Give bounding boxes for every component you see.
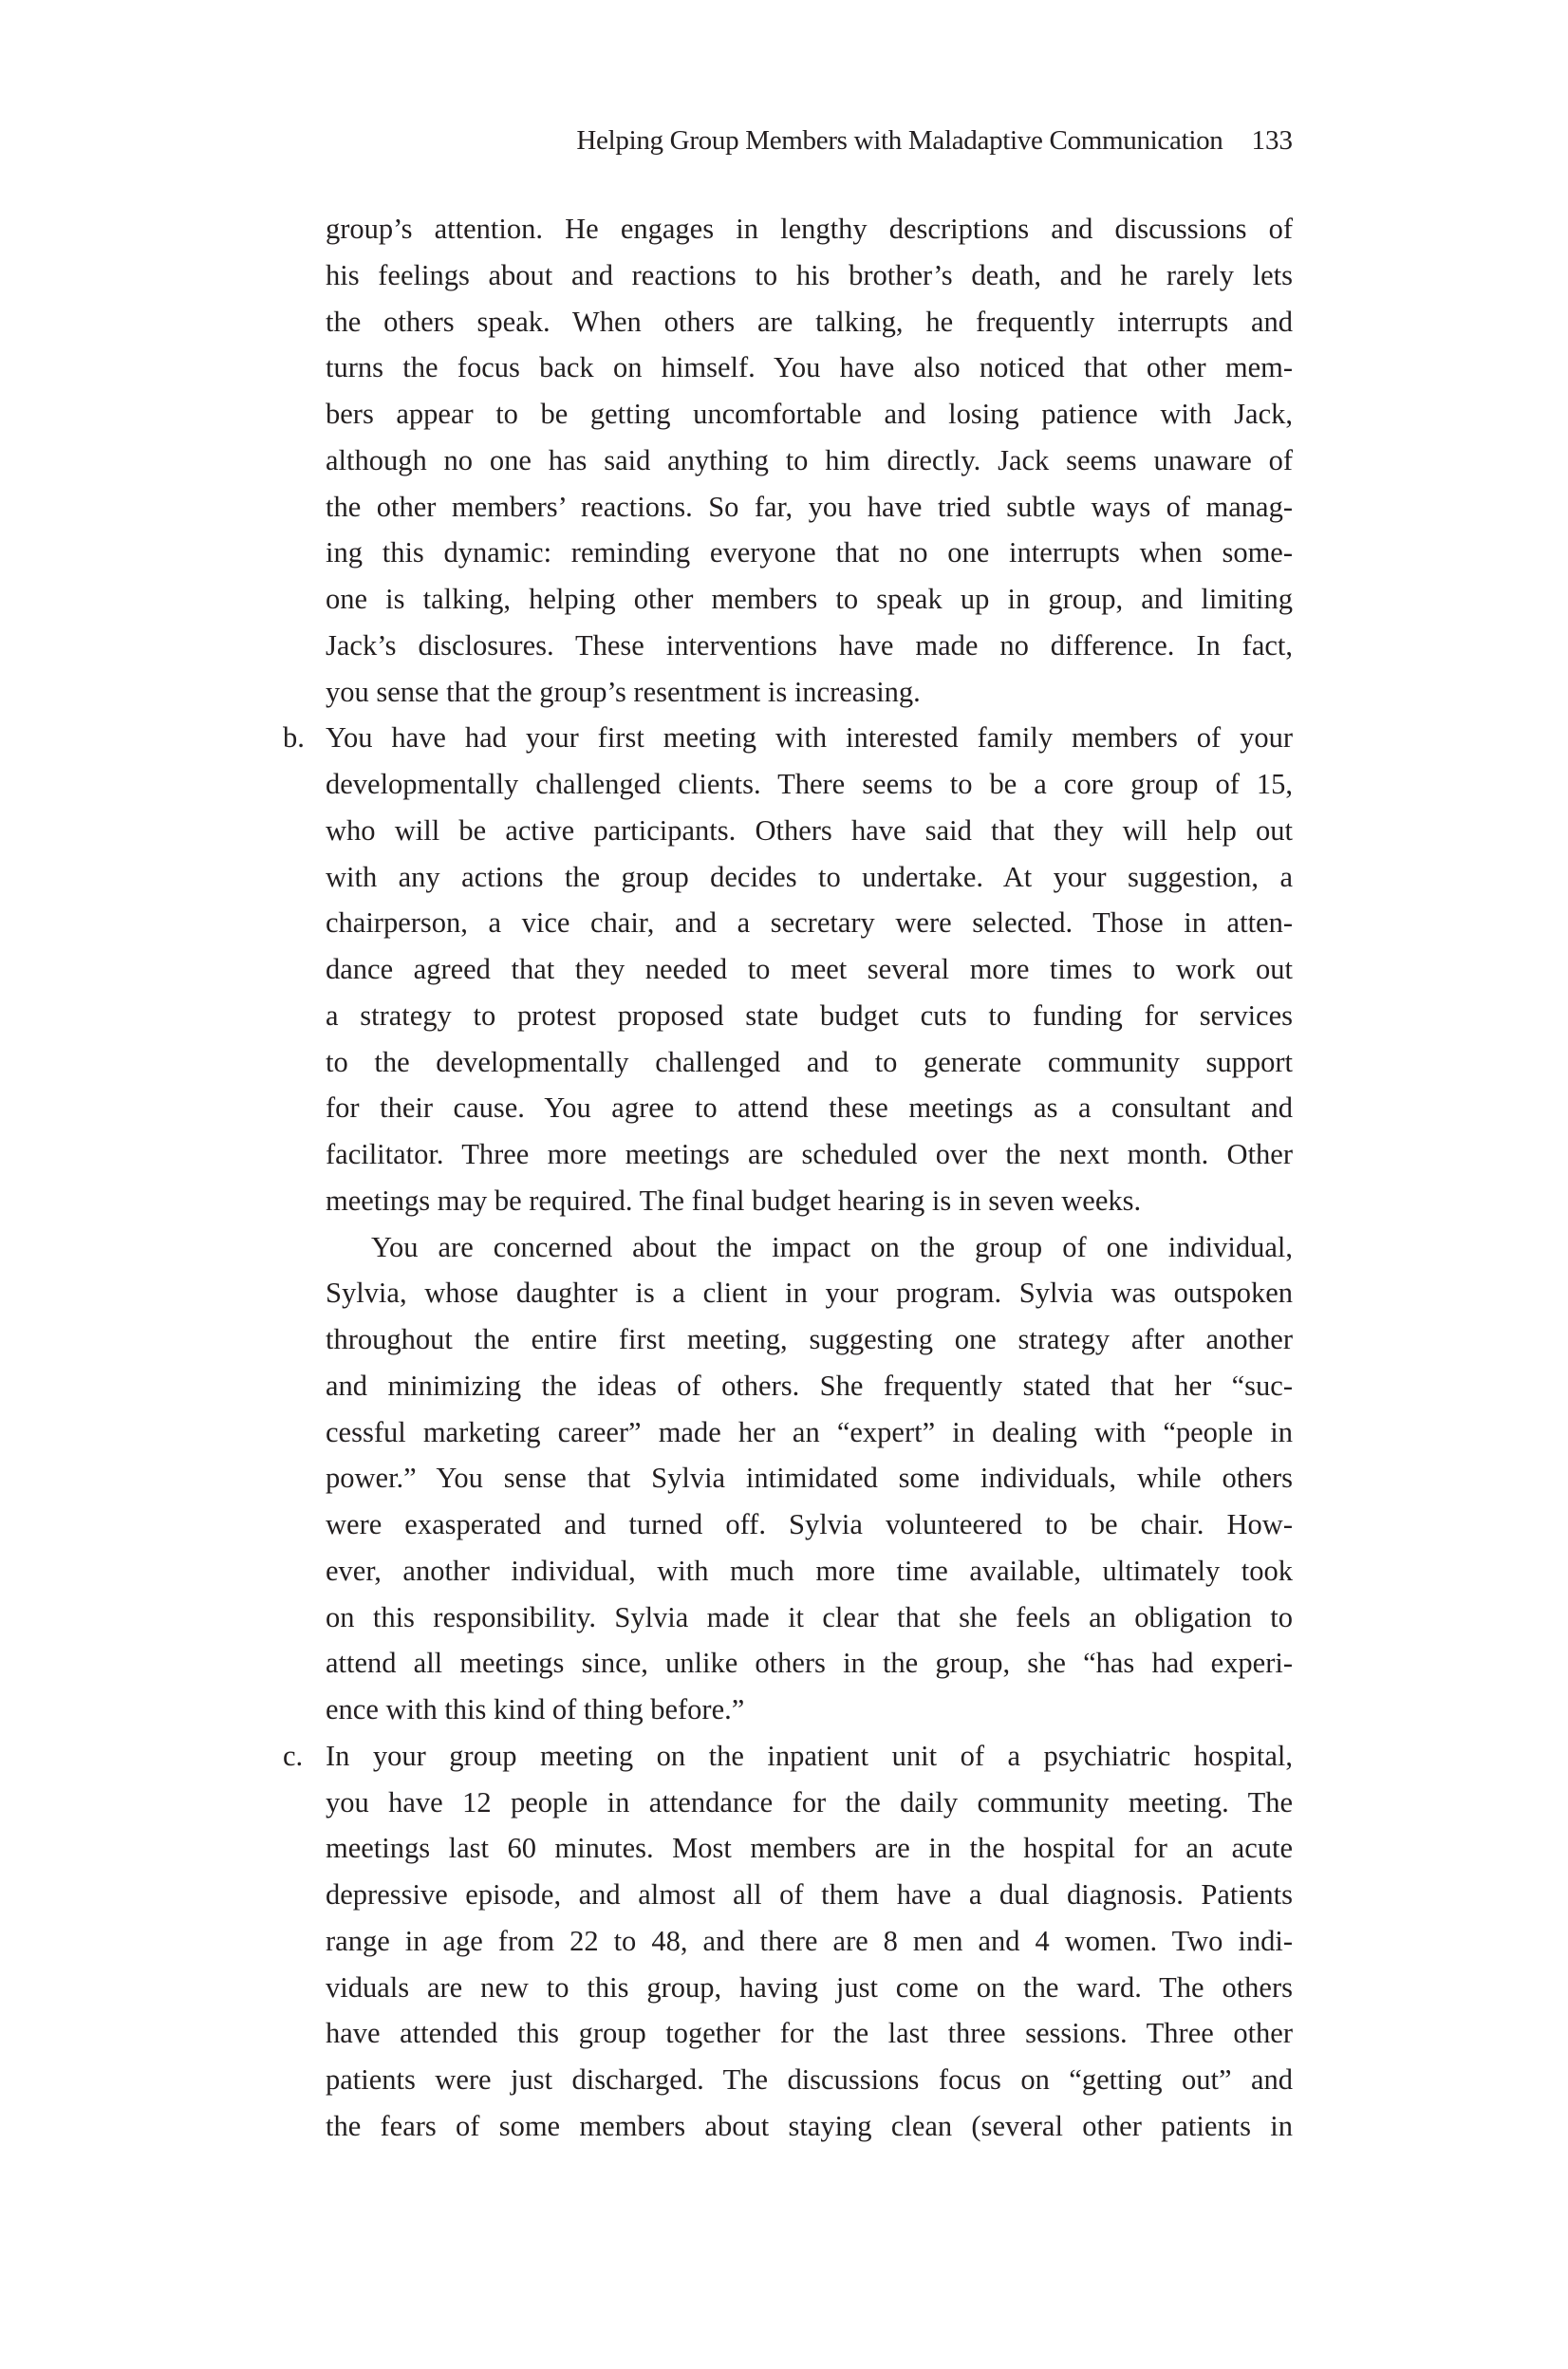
text-line: you sense that the group’s resentment is increasing. <box>326 675 921 708</box>
text-line: were exasperated and turned off. Sylvia volunteered to be chair. How- <box>326 1508 1293 1540</box>
text-line: chairperson, a vice chair, and a secretary were selected. Those in atten- <box>326 906 1293 940</box>
text-line: a strategy to protest proposed state budget cuts to funding for services <box>326 998 1293 1032</box>
list-marker: b. <box>283 721 305 755</box>
paragraph <box>326 1733 1293 2150</box>
text-line: group’s attention. He engages in lengthy descriptions and discussions of <box>326 213 1293 245</box>
text-line: power.” You sense that Sylvia intimidated some individuals, while others <box>326 1462 1293 1495</box>
text-line: with any actions the group decides to undertake. At your suggestion, a <box>326 860 1293 893</box>
text-line: throughout the entire first meeting, suggesting one strategy after another <box>326 1323 1293 1355</box>
text-line: his feelings about and reactions to his brother’s death, and he rarely lets <box>326 258 1293 291</box>
text-line: range in age from 22 to 48, and there are 8 men and 4 women. Two indi- <box>326 1924 1293 1957</box>
body-text <box>283 206 1293 2150</box>
text-line: attend all meetings since, unlike others in the group, she “has had experi- <box>326 1647 1293 1680</box>
text-line: meetings may be required. The final budget hearing is in seven weeks. <box>326 1184 1142 1217</box>
text-line: one is talking, helping other members to speak up in group, and limiting <box>326 583 1293 615</box>
running-head-title: Helping Group Members with Maladaptive Communication <box>576 125 1223 156</box>
text-line: ence with this kind of thing before.” <box>326 1693 745 1725</box>
text-line: the fears of some members about staying clean (several other patients in <box>326 2109 1293 2142</box>
running-head <box>323 121 1293 159</box>
text-line: who will be active participants. Others have said that they will help out <box>326 813 1293 847</box>
text-line: dance agreed that they needed to meet several more times to work out <box>326 953 1293 985</box>
text-line: the others speak. When others are talking, he frequently interrupts and <box>326 305 1293 338</box>
text-line: Jack’s disclosures. These interventions have made no difference. In fact, <box>326 628 1293 662</box>
text-line: turns the focus back on himself. You have also noticed that other mem- <box>326 351 1293 384</box>
paragraph <box>326 1224 1293 1733</box>
text-line: viduals are new to this group, having just come on the ward. The others <box>326 1970 1293 2004</box>
list-marker: c. <box>283 1739 304 1772</box>
list-item-continued <box>326 206 1293 715</box>
list-item-c <box>283 1733 1293 2150</box>
text-line: bers appear to be getting uncomfortable and losing patience with Jack, <box>326 398 1293 430</box>
text-line: In your group meeting on the inpatient unit of a psychiatric hospital, <box>326 1739 1293 1772</box>
text-line: developmentally challenged clients. There seems to be a core group of 15, <box>326 768 1293 800</box>
text-line: meetings last 60 minutes. Most members are in the hospital for an acute <box>326 1832 1293 1865</box>
text-line: on this responsibility. Sylvia made it clear that she feels an obligation to <box>326 1600 1293 1633</box>
text-line: you have 12 people in attendance for the daily community meeting. The <box>326 1785 1293 1819</box>
list-item-b <box>283 715 1293 1733</box>
text-line: to the developmentally challenged and to generate community support <box>326 1045 1293 1078</box>
text-line: cessful marketing career” made her an “expert” in dealing with “people in <box>326 1415 1293 1448</box>
text-line: patients were just discharged. The discussions focus on “getting out” and <box>326 2063 1293 2096</box>
text-line: for their cause. You agree to attend these meetings as a consultant and <box>326 1091 1293 1125</box>
text-line: and minimizing the ideas of others. She frequently stated that her “suc- <box>326 1369 1293 1402</box>
text-line: although no one has said anything to him directly. Jack seems unaware of <box>326 443 1293 476</box>
text-line: depressive episode, and almost all of them have a dual diagnosis. Patients <box>326 1878 1293 1911</box>
page-number: 133 <box>1251 125 1293 156</box>
text-line: Sylvia, whose daughter is a client in your program. Sylvia was outspoken <box>326 1277 1293 1310</box>
text-line: facilitator. Three more meetings are scheduled over the next month. Other <box>326 1138 1293 1170</box>
text-line: You are concerned about the impact on the group of one individual, <box>371 1230 1293 1263</box>
paragraph <box>326 206 1293 715</box>
text-line: You have had your first meeting with interested family members of your <box>326 721 1293 755</box>
text-line: ever, another individual, with much more time available, ultimately took <box>326 1554 1293 1587</box>
text-line: have attended this group together for the last three sessions. Three other <box>326 2017 1293 2050</box>
paragraph <box>326 715 1293 1223</box>
text-line: ing this dynamic: reminding everyone that no one interrupts when some- <box>326 536 1293 569</box>
text-line: the other members’ reactions. So far, you have tried subtle ways of manag- <box>326 490 1293 523</box>
